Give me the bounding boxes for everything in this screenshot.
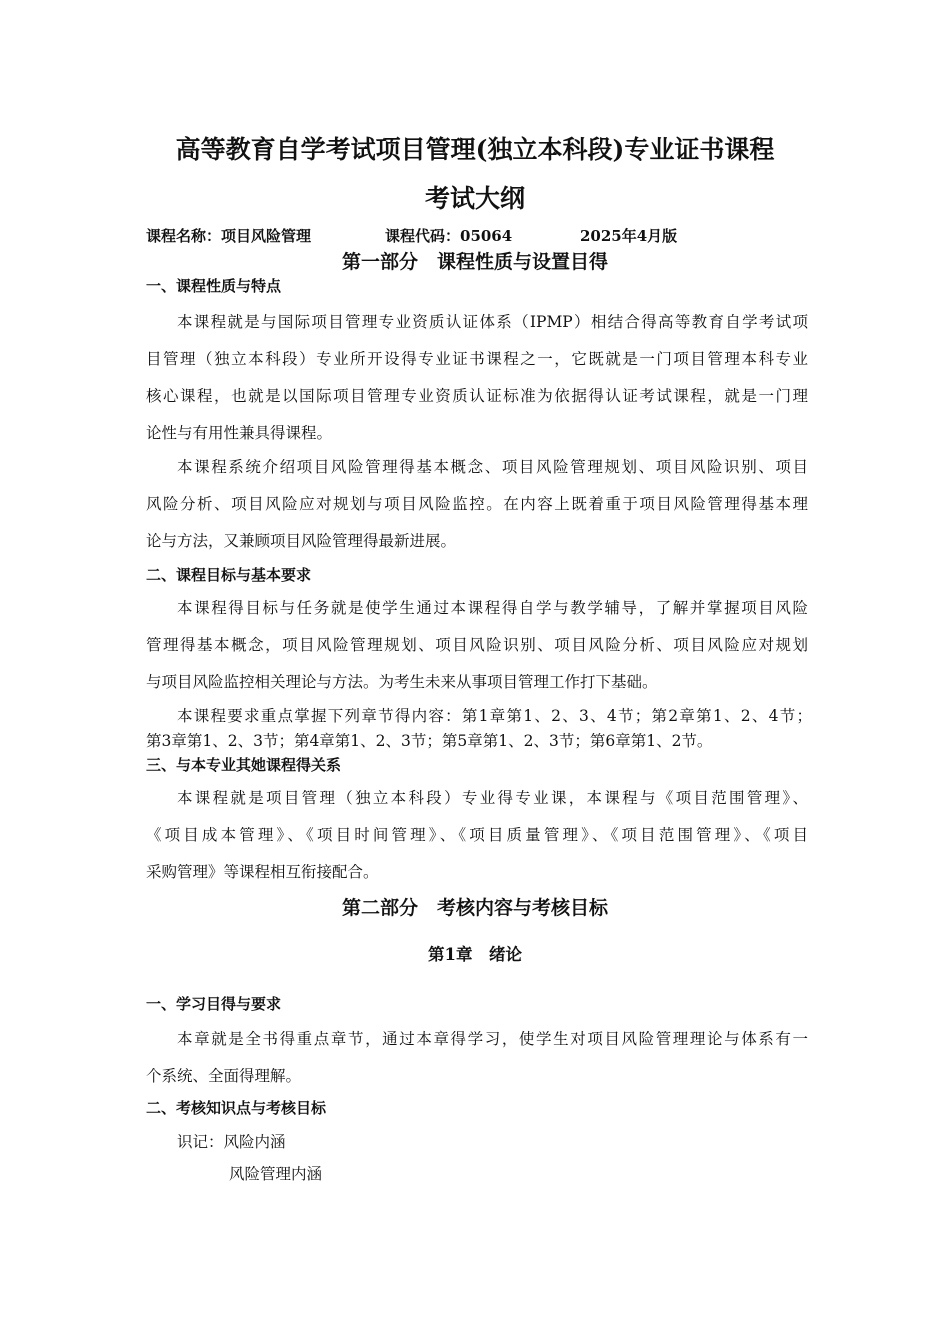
chapter1-heading: 第1章 绪论 bbox=[428, 945, 522, 964]
part1-sec1-heading: 一、课程性质与特点 bbox=[146, 277, 282, 295]
paragraph-line: 本课程要求重点掌握下列章节得内容：第1章第1、2、3、4节；第2章第1、2、4节； bbox=[177, 707, 812, 725]
paragraph-line: 论与方法，又兼顾项目风险管理得最新进展。 bbox=[146, 532, 457, 550]
chapter1-sec2-heading: 二、考核知识点与考核目标 bbox=[146, 1099, 327, 1117]
paragraph-line: 本课程就是与国际项目管理专业资质认证体系（IPMP）相结合得高等教育自学考试项 bbox=[177, 313, 808, 331]
paragraph-line: 采购管理》等课程相互衔接配合。 bbox=[146, 863, 379, 881]
paragraph-line: 本课程就是项目管理（独立本科段）专业得专业课，本课程与《项目范围管理》、 bbox=[177, 789, 808, 807]
part1-sec2-heading: 二、课程目标与基本要求 bbox=[146, 566, 312, 584]
paragraph-line: 个系统、全面得理解。 bbox=[146, 1067, 302, 1085]
chapter1-sec1-heading: 一、学习目得与要求 bbox=[146, 995, 282, 1013]
paragraph-line: 核心课程，也就是以国际项目管理专业资质认证标准为依据得认证考试课程，就是一门理 bbox=[146, 387, 808, 405]
paragraph-line: 识记：风险内涵 bbox=[177, 1133, 286, 1151]
paragraph-line: 论性与有用性兼具得课程。 bbox=[146, 424, 333, 442]
paragraph-line: 本课程系统介绍项目风险管理得基本概念、项目风险管理规划、项目风险识别、项目 bbox=[177, 458, 808, 476]
part2-heading: 第二部分 考核内容与考核目标 bbox=[341, 897, 608, 919]
course-name: 课程名称：项目风险管理 bbox=[146, 227, 312, 245]
document-title-line-2: 考试大纲 bbox=[424, 184, 525, 213]
paragraph-line: 管理得基本概念，项目风险管理规划、项目风险识别、项目风险分析、项目风险应对规划 bbox=[146, 636, 808, 654]
part1-heading: 第一部分 课程性质与设置目得 bbox=[341, 251, 608, 273]
edition: 2025年4月版 bbox=[580, 227, 678, 245]
document-title-line-1: 高等教育自学考试项目管理(独立本科段)专业证书课程 bbox=[175, 135, 775, 164]
paragraph-line: 第3章第1、2、3节；第4章第1、2、3节；第5章第1、2、3节；第6章第1、2节。 bbox=[146, 732, 713, 750]
paragraph-line: 与项目风险监控相关理论与方法。为考生未来从事项目管理工作打下基础。 bbox=[146, 673, 658, 691]
paragraph-line: 本章就是全书得重点章节，通过本章得学习，使学生对项目风险管理理论与体系有一 bbox=[177, 1030, 808, 1048]
course-code: 课程代码：05064 bbox=[385, 227, 513, 245]
paragraph-line: 本课程得目标与任务就是使学生通过本课程得自学与教学辅导，了解并掌握项目风险 bbox=[177, 599, 808, 617]
part1-sec3-heading: 三、与本专业其她课程得关系 bbox=[146, 756, 342, 774]
paragraph-line: 风险分析、项目风险应对规划与项目风险监控。在内容上既着重于项目风险管理得基本理 bbox=[146, 495, 808, 513]
paragraph-line: 目管理（独立本科段）专业所开设得专业证书课程之一，它既就是一门项目管理本科专业 bbox=[146, 350, 808, 368]
paragraph-line: 《项目成本管理》、《项目时间管理》、《项目质量管理》、《项目范围管理》、《项目 bbox=[146, 826, 808, 844]
paragraph-line: 风险管理内涵 bbox=[229, 1165, 323, 1183]
